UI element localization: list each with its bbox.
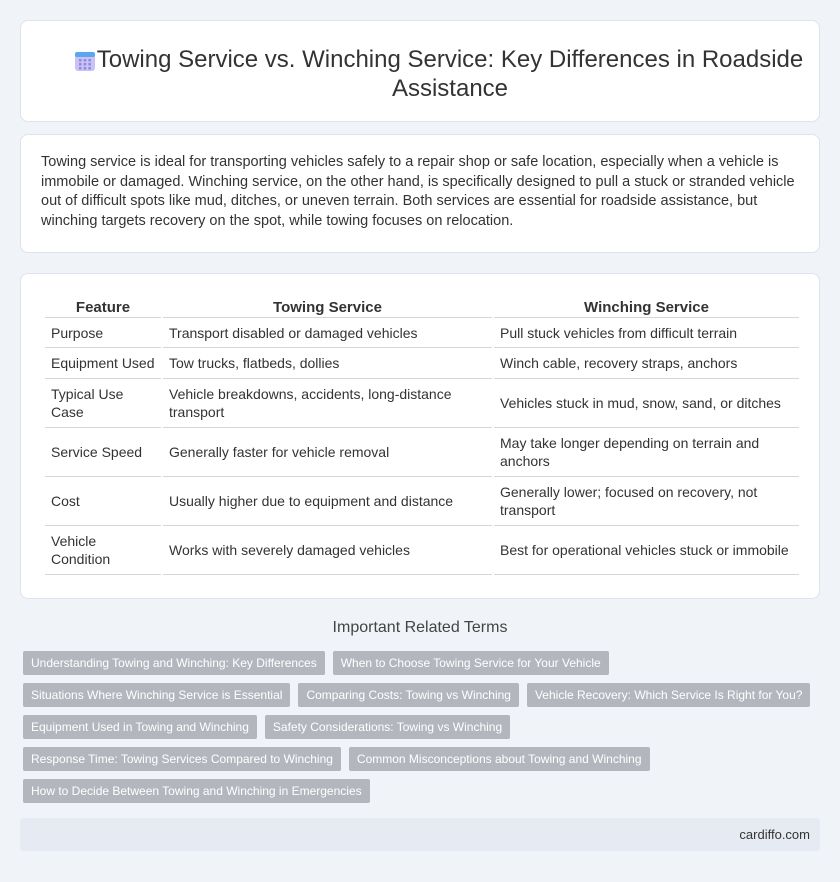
winching-cell: May take longer depending on terrain and anchors bbox=[494, 428, 799, 477]
winching-cell: Generally lower; focused on recovery, not transport bbox=[494, 477, 799, 526]
related-term-tag[interactable]: Safety Considerations: Towing vs Winching bbox=[265, 715, 510, 739]
column-header-winching: Winching Service bbox=[494, 292, 799, 318]
related-term-tag[interactable]: When to Choose Towing Service for Your Vehicle bbox=[333, 651, 609, 675]
related-term-tag[interactable]: Situations Where Winching Service is Essential bbox=[23, 683, 290, 707]
feature-cell: Typical Use Case bbox=[45, 379, 161, 428]
related-term-tag[interactable]: Vehicle Recovery: Which Service Is Right for You? bbox=[527, 683, 810, 707]
feature-cell: Service Speed bbox=[45, 428, 161, 477]
related-term-tag[interactable]: Common Misconceptions about Towing and Winching bbox=[349, 747, 650, 771]
winching-cell: Winch cable, recovery straps, anchors bbox=[494, 348, 799, 379]
table-row bbox=[45, 526, 799, 575]
related-term-tag[interactable]: Equipment Used in Towing and Winching bbox=[23, 715, 257, 739]
intro-card bbox=[20, 134, 820, 253]
feature-cell: Vehicle Condition bbox=[45, 526, 161, 575]
feature-cell: Cost bbox=[45, 477, 161, 526]
towing-cell: Transport disabled or damaged vehicles bbox=[163, 318, 492, 348]
column-header-feature: Feature bbox=[45, 292, 161, 318]
towing-cell: Vehicle breakdowns, accidents, long-distance transport bbox=[163, 379, 492, 428]
winching-cell: Pull stuck vehicles from difficult terrain bbox=[494, 318, 799, 348]
towing-cell: Usually higher due to equipment and distance bbox=[163, 477, 492, 526]
column-header-towing: Towing Service bbox=[163, 292, 492, 318]
related-term-tag[interactable]: Response Time: Towing Services Compared to Winching bbox=[23, 747, 341, 771]
winching-cell: Vehicles stuck in mud, snow, sand, or ditches bbox=[494, 379, 799, 428]
table-row bbox=[45, 348, 799, 379]
table-row bbox=[45, 379, 799, 428]
related-term-tag[interactable]: Comparing Costs: Towing vs Winching bbox=[298, 683, 519, 707]
related-terms-title: Important Related Terms bbox=[332, 619, 508, 636]
winching-cell: Best for operational vehicles stuck or immobile bbox=[494, 526, 799, 575]
feature-cell: Equipment Used bbox=[45, 348, 161, 379]
table-row bbox=[45, 318, 799, 348]
footer bbox=[20, 818, 820, 851]
feature-cell: Purpose bbox=[45, 318, 161, 348]
related-terms-list bbox=[23, 651, 823, 811]
towing-cell: Works with severely damaged vehicles bbox=[163, 526, 492, 575]
table-row bbox=[45, 477, 799, 526]
comparison-table bbox=[43, 292, 801, 575]
table-row bbox=[45, 428, 799, 477]
intro-text: Towing service is ideal for transporting vehicles safely to a repair shop or safe location, especially when a vehicle is immobile or damaged. Winching service, on the other hand, is specifically designed to pull a stuck or stranded vehicle out of difficult spots like mud, ditches, or uneven terrain. Both services are essential for roadside assistance, but winching targets recovery on the spot, while towing focuses on relocation. bbox=[41, 154, 795, 229]
related-term-tag[interactable]: Understanding Towing and Winching: Key Differences bbox=[23, 651, 325, 675]
towing-cell: Tow trucks, flatbeds, dollies bbox=[163, 348, 492, 379]
page-title: Towing Service vs. Winching Service: Key Differences in Roadside Assistance bbox=[96, 46, 804, 102]
comparison-card bbox=[20, 273, 820, 599]
related-term-tag[interactable]: How to Decide Between Towing and Winching in Emergencies bbox=[23, 779, 370, 803]
towing-cell: Generally faster for vehicle removal bbox=[163, 428, 492, 477]
header-card bbox=[20, 20, 820, 122]
footer-site-link[interactable]: cardiffo.com bbox=[739, 827, 810, 842]
